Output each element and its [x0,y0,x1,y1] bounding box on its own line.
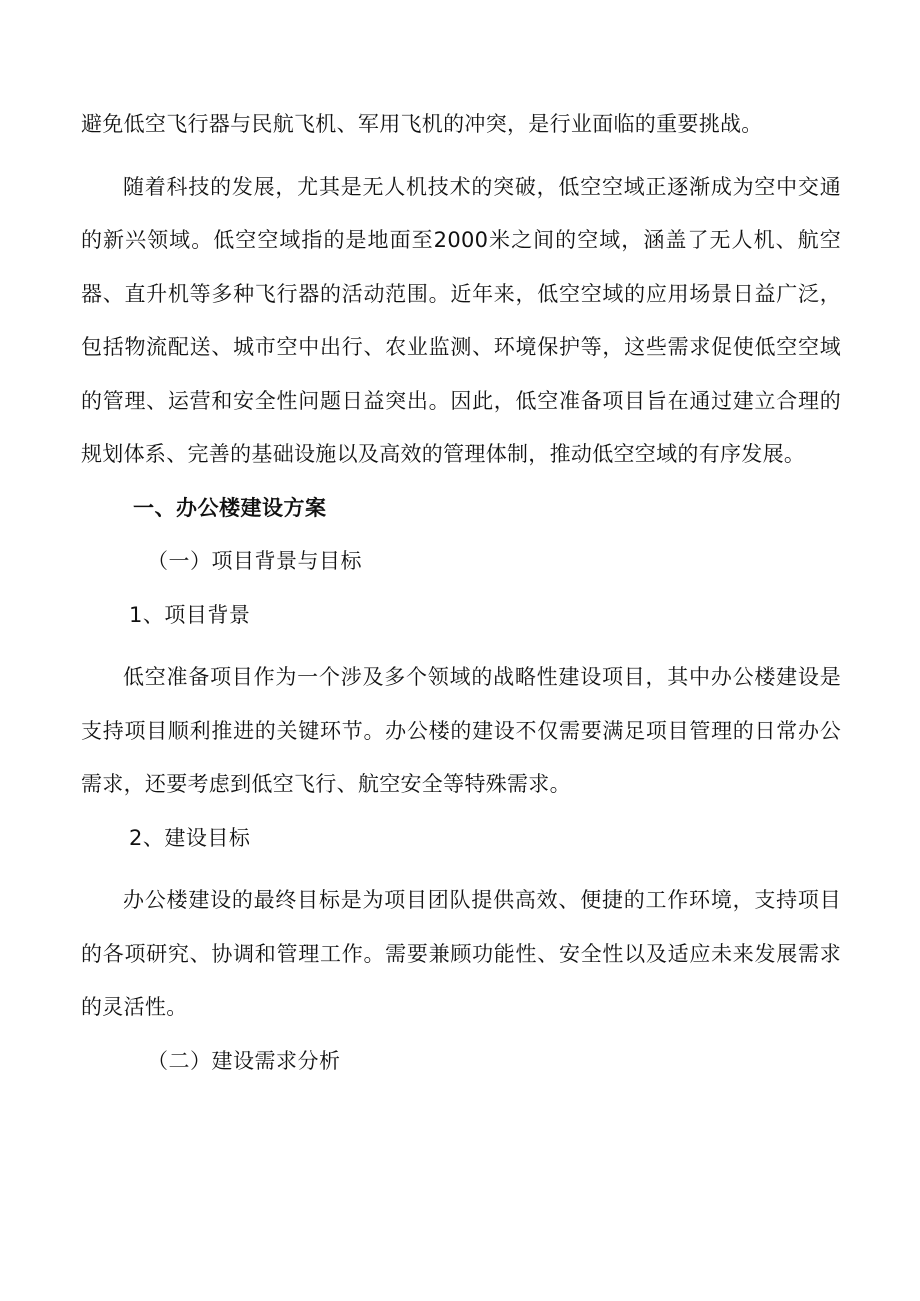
item-body-1: 低空准备项目作为一个涉及多个领域的战略性建设项目，其中办公楼建设是支持项目顺利推进的关键环节。办公楼的建设不仅需要满足项目管理的日常办公需求，还要考虑到低空飞行、航空安全等特殊需求。 [81,665,841,796]
item-heading-1: 1、项目背景 [129,602,251,627]
item-body-2: 办公楼建设的最终目标是为项目团队提供高效、便捷的工作环境，支持项目的各项研究、协调和管理工作。需要兼顾功能性、安全性以及适应未来发展需求的灵活性。 [81,888,841,1019]
document-body [81,98,841,1088]
paragraph-intro: 随着科技的发展，尤其是无人机技术的突破，低空空域正逐渐成为空中交通的新兴领域。低空空域指的是地面至2000米之间的空域，涵盖了无人机、航空器、直升机等多种飞行器的活动范围。近年来，低空空域的应用场景日益广泛，包括物流配送、城市空中出行、农业监测、环境保护等，这些需求促使低空空域的管理、运营和安全性问题日益突出。因此，低空准备项目旨在通过建立合理的规划体系、完善的基础设施以及高效的管理体制，推动低空空域的有序发展。 [81,174,841,466]
item-heading-2: 2、建设目标 [129,825,251,850]
subsection-heading-2: （二）建设需求分析 [147,1048,341,1073]
paragraph-continuation: 避免低空飞行器与民航飞机、军用飞机的冲突，是行业面临的重要挑战。 [81,112,763,136]
subsection-heading-1: （一）项目背景与目标 [147,549,362,573]
section-heading: 一、办公楼建设方案 [133,495,327,520]
